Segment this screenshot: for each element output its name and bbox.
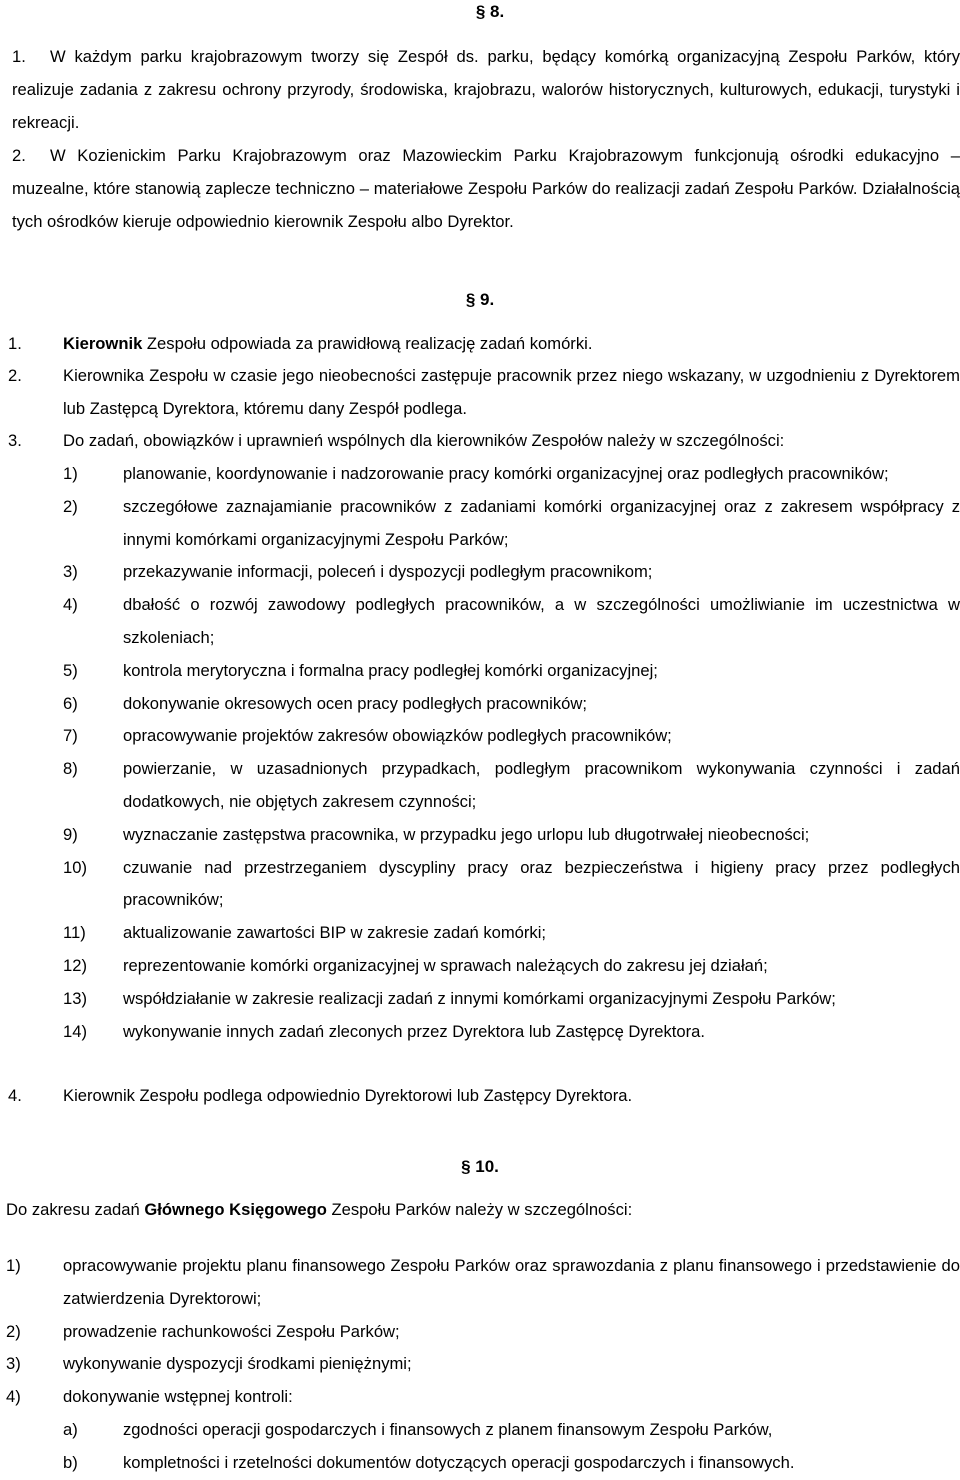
control-item [63,1447,960,1480]
item-text: powierzanie, w uzasadnionych przypadkach, podległym pracownikom wykonywania czynności i zadań dodatkowych, nie objętych zakresem czynności; [123,759,960,811]
paragraph-10-intro [6,1194,960,1227]
duty-item [63,983,960,1016]
paragraph-text: W każdym parku krajobrazowym tworzy się Zespół ds. parku, będący komórką organizacyjną Zespołu Parków, który realizuje zadania z zakresu ochrony przyrody, środowiska, krajobrazu, walorów historycznych, kulturowych, edukacji, turystyki i rekreacji. [12,47,960,132]
item-text: współdziałanie w zakresie realizacji zadań z innymi komórkami organizacyjnymi Zespołu Parków; [123,988,836,1008]
item-number: 2) [63,496,78,516]
item-text: wykonywanie innych zadań zleconych przez Dyrektora lub Zastępcę Dyrektora. [123,1021,705,1041]
item-text: zgodności operacji gospodarczych i finansowych z planem finansowym Zespołu Parków, [123,1420,773,1439]
item-number: b) [63,1452,78,1472]
paragraph-9-1 [8,328,960,361]
item-text: dbałość o rozwój zawodowy podległych pracowników, a w szczególności umożliwianie im uczestnictwa w szkoleniach; [123,595,960,647]
item-number: 14) [63,1021,87,1041]
duty-item [63,491,960,557]
item-text: wykonywanie dyspozycji środkami pieniężnymi; [63,1354,412,1374]
text-run: Zespołu odpowiada za prawidłową realizację zadań komórki. [142,334,593,353]
item-number: 5) [63,660,78,680]
duty-item [63,852,960,918]
duty-item [63,458,960,491]
paragraph-9-4 [8,1080,960,1113]
item-text: opracowywanie projektów zakresów obowiązków podległych pracowników; [123,726,672,746]
paragraph-text [63,328,960,361]
duty-item [63,556,960,589]
item-text: aktualizowanie zawartości BIP w zakresie zadań komórki; [123,923,547,943]
section-heading-9: § 9. [465,290,495,309]
item-number: 2) [6,1321,21,1341]
paragraph-9-2 [8,360,960,426]
item-text: dokonywanie wstępnej kontroli: [63,1387,293,1407]
paragraph-number: 2. [12,146,26,165]
paragraph-text: Kierownik Zespołu podlega odpowiednio Dyrektorowi lub Zastępcy Dyrektora. [63,1086,633,1105]
item-text: kompletności i rzetelności dokumentów dotyczących operacji gospodarczych i finansowych. [123,1452,795,1472]
control-item [63,1414,960,1447]
item-text: wyznaczanie zastępstwa pracownika, w przypadku jego urlopu lub długotrwałej nieobecności; [123,824,810,844]
paragraph-number: 4. [8,1086,22,1105]
paragraph-9-3 [8,425,960,458]
item-number: 7) [63,726,78,746]
item-text: czuwanie nad przestrzeganiem dyscypliny pracy oraz bezpieczeństwa i higieny pracy przez podległych pracowników; [123,857,960,910]
paragraph-number: 1. [8,334,22,353]
task-item [6,1250,960,1316]
paragraph-text: W Kozienickim Parku Krajobrazowym oraz Mazowieckim Parku Krajobrazowym funkcjonują ośrodki edukacyjno – muzealne, które stanowią zaplecze techniczno – materiałowe Zespołu Parków do realizacji zadań Zespołu Parków. Działalnością tych ośrodków kieruje odpowiednio kierownik Zespołu albo Dyrektor. [12,146,960,231]
item-text: planowanie, koordynowanie i nadzorowanie pracy komórki organizacyjnej oraz podległych pracowników; [123,464,889,483]
item-text: dokonywanie okresowych ocen pracy podległych pracowników; [123,693,587,713]
task-item [6,1316,960,1349]
duty-item [63,1016,960,1049]
item-text: opracowywanie projektu planu finansowego Zespołu Parków oraz sprawozdania z planu finansowego i przedstawienie do zatwierdzenia Dyrektorowi; [63,1256,960,1308]
duty-item [63,917,960,950]
paragraph-text: Do zadań, obowiązków i uprawnień wspólnych dla kierowników Zespołów należy w szczególności: [63,431,785,450]
task-item [6,1381,960,1414]
bold-term: Głównego Księgowego [144,1200,327,1219]
bold-term: Kierownik [63,334,143,353]
item-number: 1) [63,464,78,483]
duties-list [63,458,960,1048]
paragraph-8-2 [12,140,960,238]
duty-item [63,950,960,983]
item-number: 6) [63,693,78,713]
task-item [6,1348,960,1381]
section-heading-10: § 10. [461,1157,499,1176]
item-number: 12) [63,955,87,975]
duty-item [63,589,960,655]
control-sublist [63,1414,960,1480]
item-number: 4) [63,595,78,615]
item-text: kontrola merytoryczna i formalna pracy podległej komórki organizacyjnej; [123,660,658,680]
text-run: Zespołu Parków należy w szczególności: [326,1200,633,1219]
duty-item [63,720,960,753]
duty-item [63,655,960,688]
item-text: reprezentowanie komórki organizacyjnej w sprawach należących do zakresu jej działań; [123,955,768,975]
item-number: 8) [63,759,78,779]
duty-item [63,688,960,721]
paragraph-text: Kierownika Zespołu w czasie jego nieobecności zastępuje pracownik przez niego wskazany, w uzgodnieniu z Dyrektorem lub Zastępcą Dyrektora, któremu dany Zespół podlega. [63,366,960,418]
item-number: 4) [6,1387,21,1407]
paragraph-8-1 [12,41,960,139]
duty-item [63,753,960,819]
item-number: 13) [63,988,87,1008]
item-number: 11) [63,923,86,943]
section-heading-8: § 8. [475,2,505,21]
paragraph-number: 2. [8,366,22,385]
item-text: przekazywanie informacji, poleceń i dyspozycji podległym pracownikom; [123,562,653,582]
duty-item [63,819,960,852]
text-run: Do zakresu zadań [6,1200,145,1219]
item-number: 9) [63,824,78,844]
item-number: 3) [63,562,78,582]
item-number: 10) [63,857,87,877]
item-text: szczegółowe zaznajamianie pracowników z zadaniami komórki organizacyjnej oraz z zakresem współpracy z innymi komórkami organizacyjnymi Zespołu Parków; [123,496,960,549]
paragraph-number: 3. [8,431,22,450]
chief-accountant-list [6,1250,960,1414]
item-text: prowadzenie rachunkowości Zespołu Parków; [63,1321,400,1341]
item-number: 1) [6,1256,21,1275]
paragraph-number: 1. [12,47,26,66]
item-number: a) [63,1420,78,1439]
item-number: 3) [6,1354,21,1374]
